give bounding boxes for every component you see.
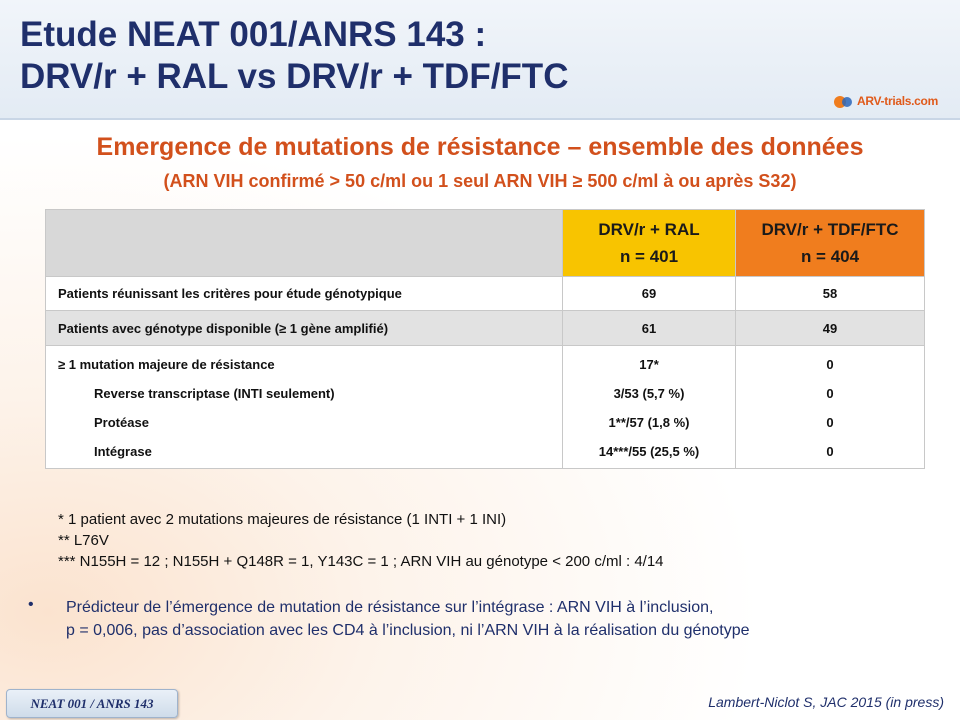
table-row [46, 311, 925, 346]
cell-tdf: 0 [826, 386, 834, 401]
cell-tdf: 0 [826, 415, 834, 430]
table-header-row [46, 210, 925, 277]
section-criteria: (ARN VIH confirmé > 50 c/ml ou 1 seul ARN VIH ≥ 500 c/ml à ou après S32) [163, 171, 797, 191]
cell-tdf: 0 [826, 357, 834, 372]
group-labels [46, 346, 563, 469]
table-row-group [46, 346, 925, 469]
arv-trials-logo [833, 92, 953, 112]
cell-ral: 61 [563, 311, 736, 346]
header-tdf-n: n = 404 [800, 247, 860, 266]
title-bar [0, 0, 960, 120]
footnotes [58, 509, 664, 572]
cell-ral: 69 [563, 277, 736, 311]
study-badge: NEAT 001 / ANRS 143 [6, 689, 178, 718]
footnote: *** N155H = 12 ; N155H + Q148R = 1, Y143C = 1 ; ARN VIH au génotype < 200 c/ml : 4/14 [58, 553, 664, 570]
cell-tdf: 49 [736, 311, 925, 346]
page-title [20, 14, 568, 98]
group-label: ≥ 1 mutation majeure de résistance [58, 357, 275, 372]
title-line-2: DRV/r + RAL vs DRV/r + TDF/FTC [20, 57, 569, 96]
row-label: Patients réunissant les critères pour étude génotypique [46, 277, 563, 311]
resistance-table [45, 209, 925, 469]
logo-text: ARV-trials.com [857, 94, 938, 108]
header-ral-n: n = 401 [619, 247, 679, 266]
header-tdf [736, 210, 925, 277]
title-line-1: Etude NEAT 001/ANRS 143 : [20, 15, 487, 54]
arv-trials-logo-icon [833, 94, 855, 110]
group-tdf-values [736, 346, 925, 469]
bullet-marker: • [28, 596, 34, 613]
section-heading: Emergence de mutations de résistance – ensemble des données [96, 133, 864, 161]
footnote: ** L76V [58, 532, 109, 549]
bullet-line: Prédicteur de l’émergence de mutation de résistance sur l’intégrase : ARN VIH à l’inclusion, [66, 599, 714, 616]
cell-ral: 1**/57 (1,8 %) [608, 415, 690, 430]
group-label: Protéase [94, 415, 149, 430]
cell-tdf: 58 [736, 277, 925, 311]
footnote: * 1 patient avec 2 mutations majeures de résistance (1 INTI + 1 INI) [58, 511, 507, 528]
header-blank-cell [46, 210, 563, 277]
citation: Lambert-Niclot S, JAC 2015 (in press) [708, 694, 944, 710]
bullet-text [66, 596, 936, 642]
group-label: Intégrase [94, 444, 152, 459]
cell-ral: 3/53 (5,7 %) [613, 386, 685, 401]
header-ral-arm: DRV/r + RAL [598, 220, 700, 239]
header-ral [563, 210, 736, 277]
cell-tdf: 0 [826, 444, 834, 459]
table-row [46, 277, 925, 311]
cell-ral: 17* [639, 357, 659, 372]
cell-ral: 14***/55 (25,5 %) [598, 444, 700, 459]
header-tdf-arm: DRV/r + TDF/FTC [761, 220, 899, 239]
group-label: Reverse transcriptase (INTI seulement) [94, 386, 335, 401]
group-ral-values [563, 346, 736, 469]
bullet-line: p = 0,006, pas d’association avec les CD4 à l’inclusion, ni l’ARN VIH à la réalisation du génotype [66, 622, 750, 639]
row-label: Patients avec génotype disponible (≥ 1 gène amplifié) [46, 311, 563, 346]
